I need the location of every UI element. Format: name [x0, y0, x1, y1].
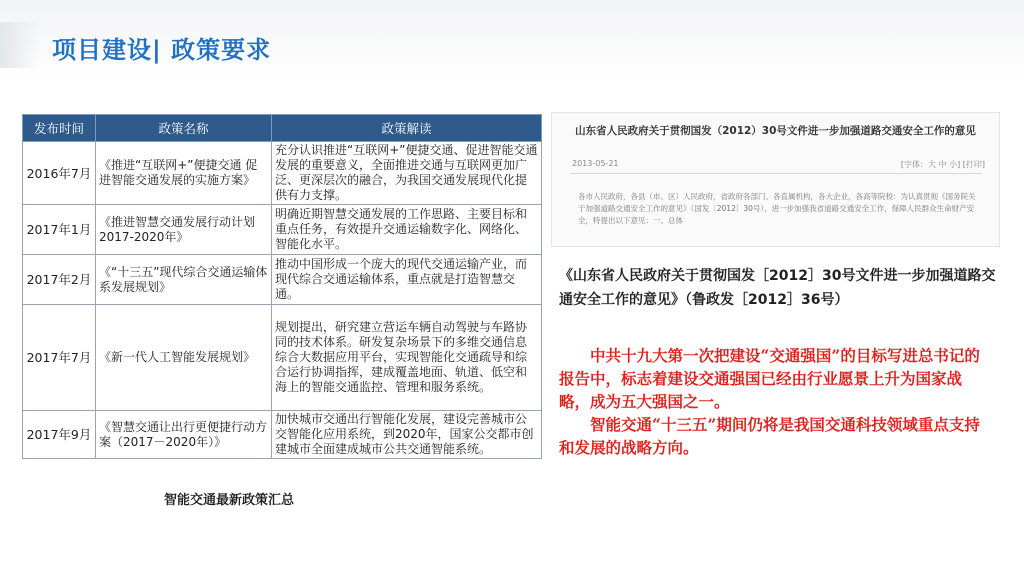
policy-desc: 加快城市交通出行智能化发展，建设完善城市公交智能化应用系统，到2020年，国家公交都市创建城市全面建成城市公共交通智能系统。 — [272, 411, 542, 459]
policy-desc: 充分认识推进“互联网+”便捷交通、促进智能交通发展的重要意义，全面推进交通与互联网更加广泛、更深层次的融合，为我国交通发展现代化提供有力支撑。 — [272, 142, 542, 205]
document-divider — [570, 173, 982, 174]
policy-table — [22, 114, 542, 459]
policy-date: 2017年2月 — [23, 255, 96, 305]
policy-date: 2017年9月 — [23, 411, 96, 459]
table-row — [23, 142, 542, 205]
table-header-row — [23, 115, 542, 142]
document-thumbnail — [551, 112, 1000, 247]
highlight-paragraph-2: 智能交通“十三五”期间仍将是我国交通科技领域重点支持和发展的战略方向。 — [559, 415, 980, 457]
policy-desc: 规划提出，研究建立营运车辆自动驾驶与车路协同的技术体系。研发复杂场景下的多维交通信息综合大数据应用平台，实现智能化交通疏导和综合运行协调指挥，建成覆盖地面、轨道、低空和海上的智能交通监控、管理和服务系统。 — [272, 305, 542, 411]
policy-name: 《“十三五”现代综合交通运输体系发展规划》 — [96, 255, 272, 305]
highlight-text — [559, 344, 991, 459]
policy-date: 2017年7月 — [23, 305, 96, 411]
table-row — [23, 255, 542, 305]
policy-name: 《推进智慧交通发展行动计划 2017-2020年》 — [96, 205, 272, 255]
policy-date: 2016年7月 — [23, 142, 96, 205]
document-caption: 《山东省人民政府关于贯彻国发［2012］30号文件进一步加强道路交通安全工作的意见》（鲁政发［2012］36号） — [559, 268, 996, 308]
policy-desc: 推动中国形成一个庞大的现代交通运输产业，而现代综合交通运输体系，重点就是打造智慧交通。 — [272, 255, 542, 305]
table-row — [23, 411, 542, 459]
table-caption: 智能交通最新政策汇总 — [164, 493, 295, 508]
policy-name: 《推进“互联网+”便捷交通 促进智能交通发展的实施方案》 — [96, 142, 272, 205]
header-accent — [0, 22, 40, 68]
table-row — [23, 305, 542, 411]
document-title: 山东省人民政府关于贯彻国发（2012）30号文件进一步加强道路交通安全工作的意见 — [575, 125, 976, 137]
policy-desc: 明确近期智慧交通发展的工作思路、主要目标和重点任务，有效提升交通运输数字化、网络化、智能化水平。 — [272, 205, 542, 255]
policy-name: 《智慧交通让出行更便捷行动方案（2017－2020年）》 — [96, 411, 272, 459]
policy-date: 2017年1月 — [23, 205, 96, 255]
highlight-paragraph-1: 中共十九大第一次把建设“交通强国”的目标写进总书记的报告中，标志着建设交通强国已经由行业愿景上升为国家战略，成为五大强国之一。 — [559, 346, 980, 411]
column-header-date: 发布时间 — [23, 115, 96, 142]
page-title: 项目建设| 政策要求 — [52, 36, 272, 64]
table-row — [23, 205, 542, 255]
document-font-tools: [字体：大 中 小] [打印] — [900, 160, 985, 169]
document-body: 各市人民政府，各县（市、区）人民政府，省政府各部门、各直属机构，各大企业，各高等院校：为认真贯彻《国务院关于加强道路交通安全工作的意见》（国发〔2012〕30号），进一步加强我省道路交通安全工作，保障人民群众生命财产安全，特提出以下意见：一、总体 — [578, 192, 976, 225]
document-date: 2013-05-21 — [572, 159, 619, 168]
policy-name: 《新一代人工智能发展规划》 — [96, 305, 272, 411]
column-header-desc: 政策解读 — [272, 115, 542, 142]
column-header-name: 政策名称 — [96, 115, 272, 142]
